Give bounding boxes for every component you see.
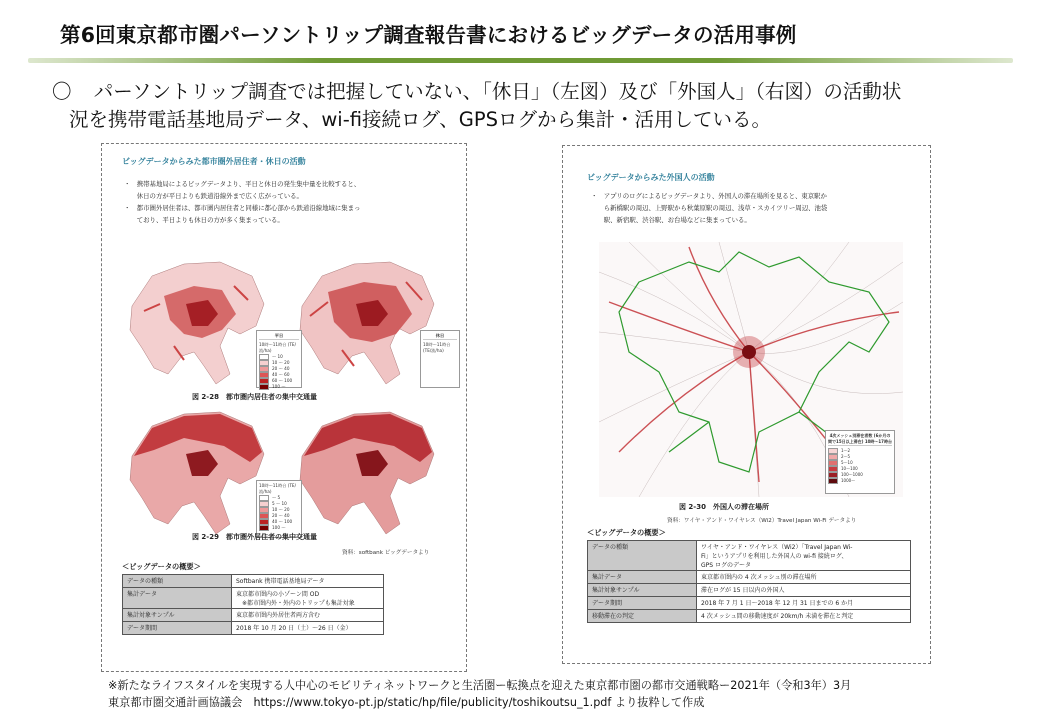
left-overview-heading: ＜ビッグデータの概要＞ <box>122 562 201 571</box>
legend-unit: 10時～11時台 (TE/流/ha) <box>259 342 296 353</box>
left-panel-title: ビッグデータからみた都市圏外居住者・休日の活動 <box>122 157 306 166</box>
legend-day-label: 平日 <box>259 333 299 340</box>
left-report-panel <box>101 143 467 672</box>
table-row <box>123 622 384 635</box>
table-key: 移動滞在の判定 <box>588 610 697 623</box>
legend-holiday <box>420 330 460 388</box>
legend-unit: 10時～11時台 (TE/流/ha) <box>423 342 451 353</box>
table-key: データ期間 <box>123 622 232 635</box>
legend-range: 100 ～ <box>272 384 286 389</box>
legend-range: 100～1000 <box>841 472 863 477</box>
right-panel-text <box>591 190 827 226</box>
table-value: Softbank 携帯電話基地局データ <box>232 575 384 588</box>
legend-range: 20 ～ 40 <box>272 366 290 371</box>
right-overview-table <box>587 540 911 623</box>
right-report-panel <box>562 145 931 664</box>
legend-title: 4次メッシュ別滞在者数 (6か月の間で15日以上滞在) 10時～17時台 <box>828 433 892 444</box>
legend-range: 10～100 <box>841 466 858 471</box>
right-panel-title: ビッグデータからみた外国人の活動 <box>587 173 715 182</box>
holiday-nonresident-map <box>294 406 442 538</box>
legend-range: 10 ～ 20 <box>272 360 290 365</box>
right-text-line: 駅、新宿駅、渋谷駅、お台場などに集まっている。 <box>591 216 751 224</box>
foreigner-legend <box>825 430 895 494</box>
legend-weekday <box>256 330 302 388</box>
title-underline <box>28 58 1013 63</box>
legend-range: 1000～ <box>841 478 856 483</box>
table-key: データ期間 <box>588 597 697 610</box>
legend-range: 5～10 <box>841 460 853 465</box>
table-row <box>588 584 911 597</box>
legend-range: 40 ～ 60 <box>272 372 290 377</box>
table-row <box>588 597 911 610</box>
left-source-note: 資料：softbank ビッグデータより <box>342 550 430 556</box>
left-panel-text <box>124 178 360 226</box>
legend-range: 10 ～ 20 <box>272 507 290 512</box>
table-row <box>123 609 384 622</box>
legend-range: 5 ～ 10 <box>272 501 287 506</box>
legend-unit: 10時～11時台 (TE/流/ha) <box>259 483 296 494</box>
table-row <box>123 575 384 588</box>
legend-nonresident <box>256 480 302 538</box>
table-key: データの種類 <box>123 575 232 588</box>
right-text-line: ・ アプリのログによるビッグデータより、外国人の滞在場所を見ると、東京駅か <box>591 192 827 200</box>
footer-source <box>108 677 851 711</box>
left-text-line: ・ 都市圏外居住者は、都市圏内居住者と同様に都心部から鉄道沿線地域に集まっ <box>124 204 361 212</box>
legend-range: 60 ～ 100 <box>272 378 293 383</box>
bullet-line-2: 況を携帯電話基地局データ、wi-fi接続ログ、GPSログから集計・活用している。 <box>69 108 771 131</box>
figure-caption-2-29: 図 2-29 都市圏外居住者の集中交通量 <box>192 533 317 541</box>
table-key: 集計対象サンプル <box>123 609 232 622</box>
table-value: 2018 年 10 月 20 日（土）～26 日（金） <box>232 622 384 635</box>
table-key: 集計データ <box>588 571 697 584</box>
footer-line-2: 東京都市圏交通計画協議会 https://www.tokyo-pt.jp/static/hp/file/publicity/toshikoutsu_1.pdf より抜粋して作成 <box>108 696 705 709</box>
table-value: 東京都市圏内外居住者両方含む <box>232 609 384 622</box>
legend-range: ～ 5 <box>272 495 281 500</box>
summary-bullet <box>52 78 901 134</box>
table-row <box>588 571 911 584</box>
left-overview-table <box>122 574 384 635</box>
table-key: データの種類 <box>588 541 697 571</box>
weekday-resident-map <box>124 256 272 388</box>
right-source-note: 資料：ワイヤ・アンド・ワイヤレス（Wi2）Travel Japan Wi-Fi データより <box>667 518 857 524</box>
page-title: 第6回東京都市圏パーソントリップ調査報告書におけるビッグデータの活用事例 <box>60 23 797 47</box>
legend-range: 1～2 <box>841 448 851 453</box>
left-text-line: 休日の方が平日よりも鉄道沿線外まで広く広がっている。 <box>124 192 303 200</box>
table-value: 2018 年 7 月 1 日～2018 年 12 月 31 日までの 6 か月 <box>697 597 911 610</box>
left-text-line: ・ 携帯基地局によるビッグデータより、平日と休日の発生集中量を比較すると、 <box>124 180 361 188</box>
legend-day-label: 休日 <box>423 333 457 340</box>
table-row <box>588 610 911 623</box>
right-overview-heading: ＜ビッグデータの概要＞ <box>587 528 666 537</box>
weekday-nonresident-map <box>124 406 272 538</box>
legend-range: 20 ～ 40 <box>272 513 290 518</box>
bullet-line-1: パーソントリップ調査では把握していない、「休日」（左図）及び「外国人」（右図）の活動状 <box>93 80 902 103</box>
table-value: 滞在ログが 15 日以内の外国人 <box>697 584 911 597</box>
table-row <box>588 541 911 571</box>
figure-caption-2-30: 図 2-30 外国人の滞在場所 <box>679 503 769 511</box>
table-key: 集計対象サンプル <box>588 584 697 597</box>
table-row <box>123 588 384 609</box>
table-value: ワイヤ・アンド・ワイヤレス（Wi2）「Travel Japan Wi- Fi」というアプリを利用した外国人の wi-fi 接続ログ、 GPS ログのデータ <box>697 541 911 571</box>
legend-range: 40 ～ 100 <box>272 519 293 524</box>
legend-range: ～ 10 <box>272 354 283 359</box>
figure-caption-2-28: 図 2-28 都市圏内居住者の集中交通量 <box>192 393 317 401</box>
table-value: 東京都市圏内の小ゾーン間 OD ※都市圏内外・外内のトリップも集計対象 <box>232 588 384 609</box>
table-key: 集計データ <box>123 588 232 609</box>
bullet-mark: 〇 <box>52 80 72 103</box>
legend-range: 2～5 <box>841 454 851 459</box>
right-text-line: ら新橋駅の周辺、上野駅から秋葉原駅の周辺、浅草・スカイツリー周辺、池袋 <box>591 204 828 212</box>
left-text-line: ており、平日よりも休日の方が多く集まっている。 <box>124 216 284 224</box>
legend-range: 100 ～ <box>272 525 286 530</box>
table-value: 4 次メッシュ間の移動速度が 20km/h 未満を滞在と判定 <box>697 610 911 623</box>
footer-line-1: ※新たなライフスタイルを実現する人中心のモビリティネットワークと生活圏ー転換点を迎えた東京都市圏の都市交通戦略ー2021年（令和3年）3月 <box>108 679 852 692</box>
table-value: 東京都市圏内の 4 次メッシュ別の滞在場所 <box>697 571 911 584</box>
